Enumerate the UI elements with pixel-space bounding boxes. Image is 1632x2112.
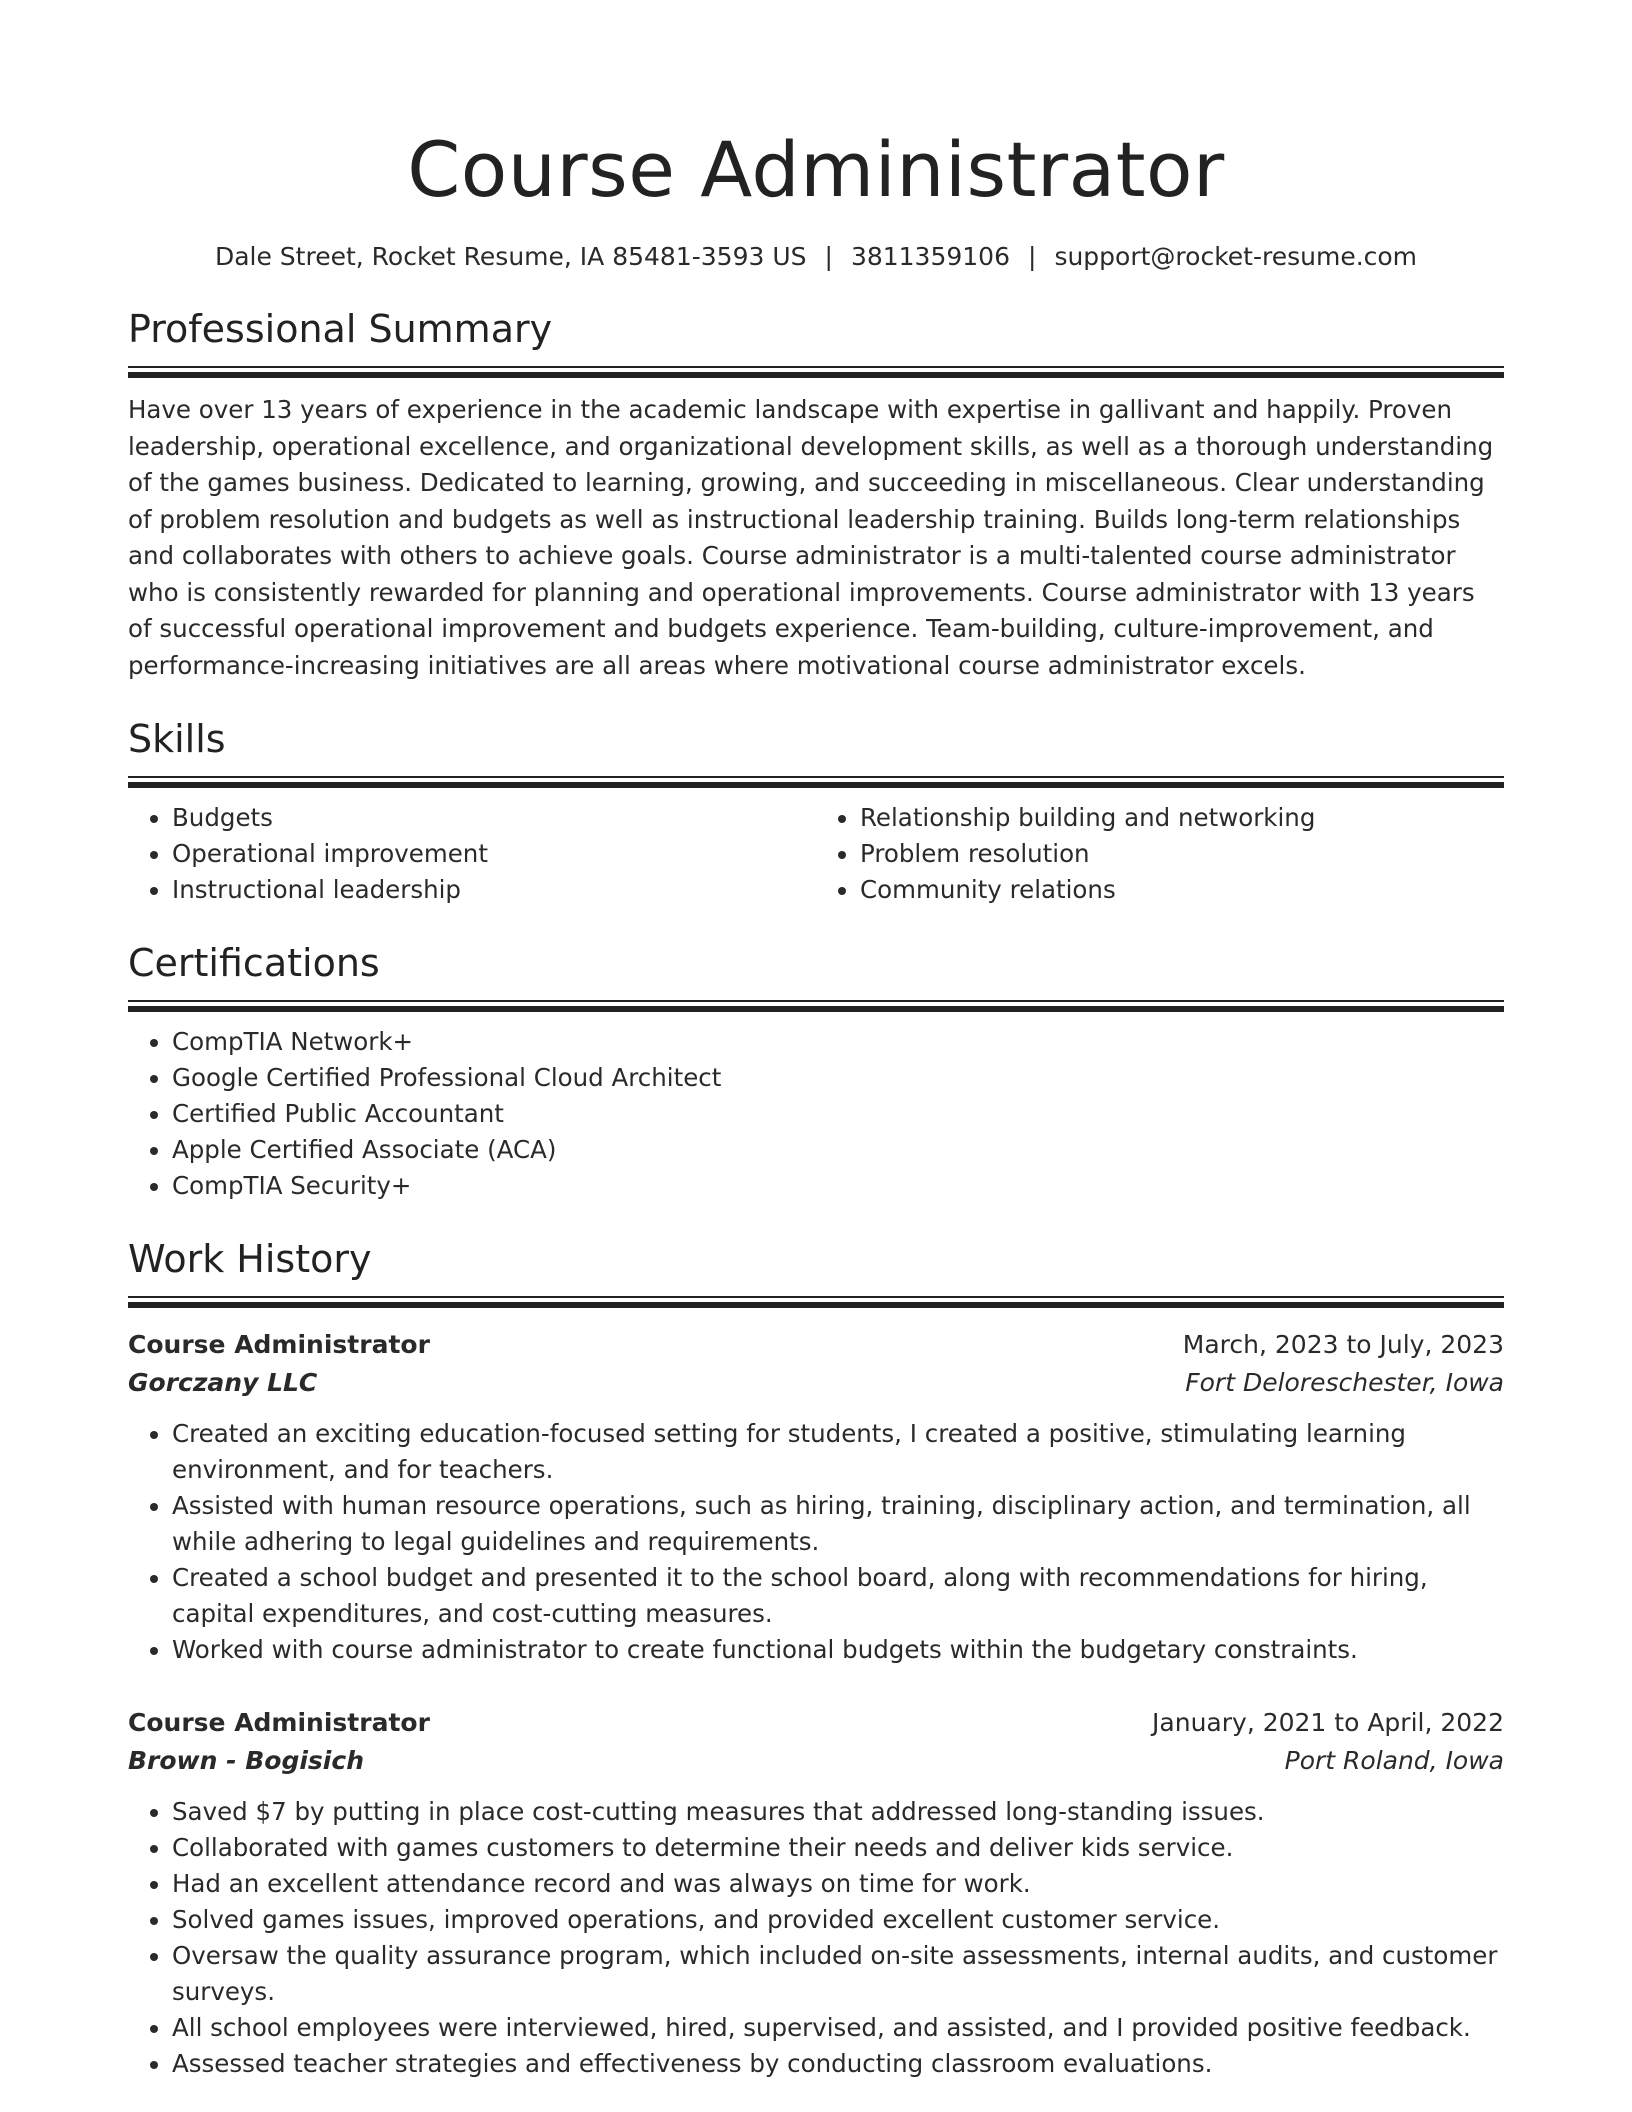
- skill-item: • Operational improvement: [172, 836, 816, 872]
- certifications-section: [128, 938, 1504, 1204]
- section-divider: [128, 366, 1504, 378]
- certification-item: • Apple Certified Associate (ACA): [172, 1132, 1504, 1168]
- job-subheader: [128, 1364, 1504, 1402]
- summary-heading: Professional Summary: [128, 307, 553, 351]
- job-entry: [128, 1704, 1504, 2082]
- work-history-section: [128, 1234, 1504, 2082]
- contact-phone: 3811359106: [850, 242, 1010, 271]
- job-bullet: • Worked with course administrator to create functional budgets within the budgetary constraints.: [172, 1632, 1504, 1668]
- section-divider: [128, 776, 1504, 788]
- skill-item: • Instructional leadership: [172, 872, 816, 908]
- job-dates: January, 2021 to April, 2022: [1152, 1708, 1504, 1737]
- skills-columns: [128, 800, 1504, 908]
- job-title: Course Administrator: [128, 1708, 430, 1737]
- summary-section: [128, 304, 1504, 684]
- skill-item: • Relationship building and networking: [860, 800, 1504, 836]
- skills-list-right: [816, 800, 1504, 908]
- job-company: Brown - Bogisich: [128, 1746, 364, 1775]
- certifications-list: [128, 1024, 1504, 1204]
- work-history-heading: Work History: [128, 1237, 372, 1281]
- job-bullet: • Assessed teacher strategies and effectiveness by conducting classroom evaluations.: [172, 2046, 1504, 2082]
- skills-list-left: [128, 800, 816, 908]
- job-bullet: • Had an excellent attendance record and was always on time for work.: [172, 1866, 1504, 1902]
- contact-address: Dale Street, Rocket Resume, IA 85481-3593 US: [214, 242, 807, 271]
- job-bullet: • Saved $7 by putting in place cost-cutting measures that addressed long-standing issues.: [172, 1794, 1504, 1830]
- skills-heading: Skills: [128, 717, 226, 761]
- contact-separator: |: [1028, 242, 1037, 271]
- job-company: Gorczany LLC: [128, 1368, 318, 1397]
- contact-line: [128, 240, 1504, 274]
- job-bullet: • All school employees were interviewed, hired, supervised, and assisted, and I provided positive feedback.: [172, 2010, 1504, 2046]
- certification-item: • CompTIA Security+: [172, 1168, 1504, 1204]
- contact-separator: |: [824, 242, 833, 271]
- certification-item: • Certified Public Accountant: [172, 1096, 1504, 1132]
- job-bullet: • Created a school budget and presented it to the school board, along with recommendations for hiring, capital expenditures, and cost-cutting measures.: [172, 1560, 1504, 1632]
- job-bullet: • Solved games issues, improved operations, and provided excellent customer service.: [172, 1902, 1504, 1938]
- job-bullets: [128, 1794, 1504, 2082]
- job-header: [128, 1326, 1504, 1364]
- certification-item: • CompTIA Network+: [172, 1024, 1504, 1060]
- job-location: Fort Deloreschester, Iowa: [1185, 1368, 1504, 1397]
- job-subheader: [128, 1742, 1504, 1780]
- job-dates: March, 2023 to July, 2023: [1182, 1330, 1504, 1359]
- section-divider: [128, 1296, 1504, 1308]
- resume-title: Course Administrator: [407, 125, 1225, 214]
- summary-text: Have over 13 years of experience in the academic landscape with expertise in gallivant and happily. Proven leadership, operational excellence, and organizational development skills, as well as a thorough understanding of the games business. Dedicated to learning, growing, and succeeding in miscellaneous. Clear understanding of problem resolution and budgets as well as instructional leadership training. Builds long-term relationships and collaborates with others to achieve goals. Course administrator is a multi-talented course administrator who is consistently rewarded for planning and operational improvements. Course administrator with 13 years of successful operational improvement and budgets experience. Team-building, culture-improvement, and performance-increasing initiatives are all areas where motivational course administrator excels.: [128, 395, 1494, 680]
- certification-item: • Google Certified Professional Cloud Architect: [172, 1060, 1504, 1096]
- job-bullets: [128, 1416, 1504, 1668]
- job-entry: [128, 1326, 1504, 1668]
- section-divider: [128, 1000, 1504, 1012]
- skill-item: • Budgets: [172, 800, 816, 836]
- job-bullet: • Oversaw the quality assurance program, which included on-site assessments, internal audits, and customer surveys.: [172, 1938, 1504, 2010]
- certifications-heading: Certifications: [128, 941, 380, 985]
- contact-email: support@rocket-resume.com: [1054, 242, 1418, 271]
- skill-item: • Community relations: [860, 872, 1504, 908]
- job-bullet: • Created an exciting education-focused setting for students, I created a positive, stimulating learning environment, and for teachers.: [172, 1416, 1504, 1488]
- job-bullet: • Collaborated with games customers to determine their needs and deliver kids service.: [172, 1830, 1504, 1866]
- job-bullet: • Assisted with human resource operations, such as hiring, training, disciplinary action, and termination, all while adhering to legal guidelines and requirements.: [172, 1488, 1504, 1560]
- job-location: Port Roland, Iowa: [1284, 1746, 1504, 1775]
- job-header: [128, 1704, 1504, 1742]
- job-title: Course Administrator: [128, 1330, 430, 1359]
- skill-item: • Problem resolution: [860, 836, 1504, 872]
- skills-section: [128, 714, 1504, 908]
